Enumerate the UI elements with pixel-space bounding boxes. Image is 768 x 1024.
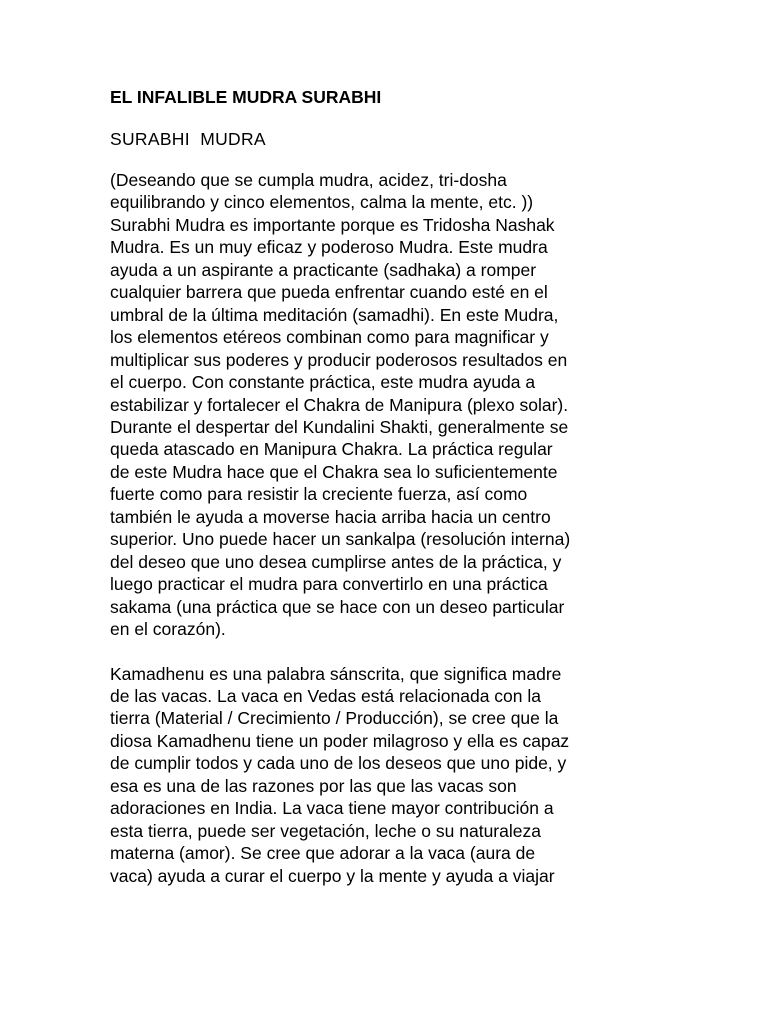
text-line: Kamadhenu es una palabra sánscrita, que significa madre (110, 663, 562, 684)
text-line: equilibrando y cinco elementos, calma la mente, etc. )) (110, 192, 534, 213)
text-line: en el corazón). (110, 619, 226, 640)
text-line: vaca) ayuda a curar el cuerpo y la mente y ayuda a viajar (110, 865, 555, 886)
paragraph-container (110, 169, 658, 887)
text-line: materna (amor). Se cree que adorar a la vaca (aura de (110, 843, 536, 864)
text-line: adoraciones en India. La vaca tiene mayor contribución a (110, 798, 554, 819)
text-line: ayuda a un aspirante a practicante (sadhaka) a romper (110, 259, 537, 280)
text-line: luego practicar el mudra para convertirlo en una práctica (110, 574, 548, 595)
paragraph (110, 663, 658, 888)
document-body (110, 86, 658, 909)
text-line: de cumplir todos y cada uno de los deseos que uno pide, y (110, 753, 567, 774)
text-line: también le ayuda a moverse hacia arriba hacia un centro (110, 506, 551, 527)
text-line: superior. Uno puede hacer un sankalpa (resolución interna) (110, 529, 571, 550)
text-line: cualquier barrera que pueda enfrentar cuando esté en el (110, 282, 548, 303)
text-line: (Deseando que se cumpla mudra, acidez, tri-dosha (110, 170, 507, 190)
text-line: los elementos etéreos combinan como para magnificar y (110, 327, 549, 348)
text-line: umbral de la última meditación (samadhi). En este Mudra, (110, 304, 559, 325)
text-line: Durante el despertar del Kundalini Shakti, generalmente se (110, 416, 569, 437)
paragraph (110, 169, 658, 641)
text-line: Mudra. Es un muy eficaz y poderoso Mudra. Este mudra (110, 237, 548, 258)
text-line: esa es una de las razones por las que las vacas son (110, 775, 517, 796)
document-title: EL INFALIBLE MUDRA SURABHI (110, 87, 382, 107)
text-line: Surabhi Mudra es importante porque es Tridosha Nashak (110, 214, 555, 235)
text-line: diosa Kamadhenu tiene un poder milagroso y ella es capaz (110, 730, 570, 751)
text-line: queda atascado en Manipura Chakra. La práctica regular (110, 439, 553, 460)
text-line: de este Mudra hace que el Chakra sea lo suficientemente (110, 461, 558, 482)
text-line: esta tierra, puede ser vegetación, leche o su naturaleza (110, 820, 541, 841)
text-line: estabilizar y fortalecer el Chakra de Manipura (plexo solar). (110, 394, 569, 415)
text-line: el cuerpo. Con constante práctica, este mudra ayuda a (110, 372, 536, 393)
text-line: tierra (Material / Crecimiento / Producción), se cree que la (110, 708, 559, 729)
text-line: fuerte como para resistir la creciente fuerza, así como (110, 484, 528, 505)
text-line: multiplicar sus poderes y producir poderosos resultados en (110, 349, 568, 370)
document-subtitle: SURABHI MUDRA (110, 129, 266, 149)
text-line: sakama (una práctica que se hace con un deseo particular (110, 596, 565, 617)
text-line: del deseo que uno desea cumplirse antes de la práctica, y (110, 551, 562, 572)
text-line: de las vacas. La vaca en Vedas está relacionada con la (110, 685, 541, 706)
